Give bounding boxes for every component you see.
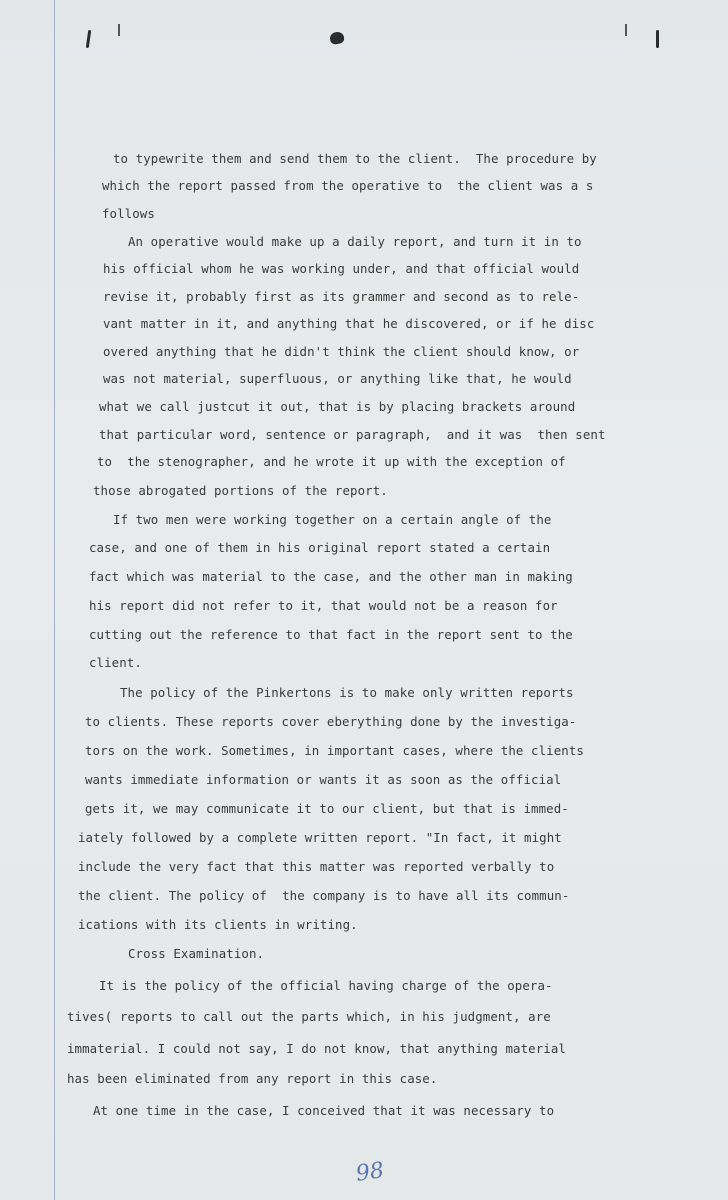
text-line: overed anything that he didn't think the client should know, or xyxy=(103,344,580,359)
text-line: immaterial. I could not say, I do not know, that anything material xyxy=(67,1041,566,1056)
text-line: include the very fact that this matter was reported verbally to xyxy=(78,859,555,874)
text-line: cutting out the reference to that fact in the report sent to the xyxy=(89,627,573,642)
text-line: fact which was material to the case, and the other man in making xyxy=(89,569,573,584)
text-line: gets it, we may communicate it to our client, but that is immed- xyxy=(85,801,569,816)
text-line: revise it, probably first as its grammer and second as to rele- xyxy=(103,289,580,304)
text-line: was not material, superfluous, or anything like that, he would xyxy=(103,371,572,386)
text-line: If two men were working together on a certain angle of the xyxy=(113,512,552,527)
text-line: The policy of the Pinkertons is to make only written reports xyxy=(120,685,574,700)
text-line: wants immediate information or wants it as soon as the official xyxy=(85,772,562,787)
text-line: what we call justcut it out, that is by placing brackets around xyxy=(99,399,576,414)
text-line: his report did not refer to it, that would not be a reason for xyxy=(89,598,558,613)
text-line: follows xyxy=(102,206,155,221)
text-line: tives( reports to call out the parts which, in his judgment, are xyxy=(67,1009,551,1024)
page-number: 98 xyxy=(354,1158,386,1187)
text-line: his official whom he was working under, and that official would xyxy=(103,261,580,276)
text-line: iately followed by a complete written report. "In fact, it might xyxy=(78,830,562,845)
text-line: case, and one of them in his original report stated a certain xyxy=(89,540,551,555)
text-line: It is the policy of the official having charge of the opera- xyxy=(99,978,553,993)
text-line: those abrogated portions of the report. xyxy=(93,483,388,498)
text-line: the client. The policy of the company is to have all its commun- xyxy=(78,888,570,903)
text-line: that particular word, sentence or paragraph, and it was then sent xyxy=(99,427,606,442)
text-line: An operative would make up a daily report, and turn it in to xyxy=(128,234,582,249)
text-line: to typewrite them and send them to the client. The procedure by xyxy=(113,151,597,166)
text-line: vant matter in it, and anything that he discovered, or if he disc xyxy=(103,316,595,331)
text-line: tors on the work. Sometimes, in important cases, where the clients xyxy=(85,743,584,758)
text-line: ications with its clients in writing. xyxy=(78,917,358,932)
text-line: which the report passed from the operative to the client was a s xyxy=(102,178,594,193)
section-heading: Cross Examination. xyxy=(128,946,265,961)
text-line: to clients. These reports cover eberything done by the investiga- xyxy=(85,714,577,729)
text-line: At one time in the case, I conceived that it was necessary to xyxy=(93,1103,555,1118)
text-line: to the stenographer, and he wrote it up with the exception of xyxy=(97,454,566,469)
text-line: has been eliminated from any report in this case. xyxy=(67,1071,438,1086)
text-line: client. xyxy=(89,655,142,670)
